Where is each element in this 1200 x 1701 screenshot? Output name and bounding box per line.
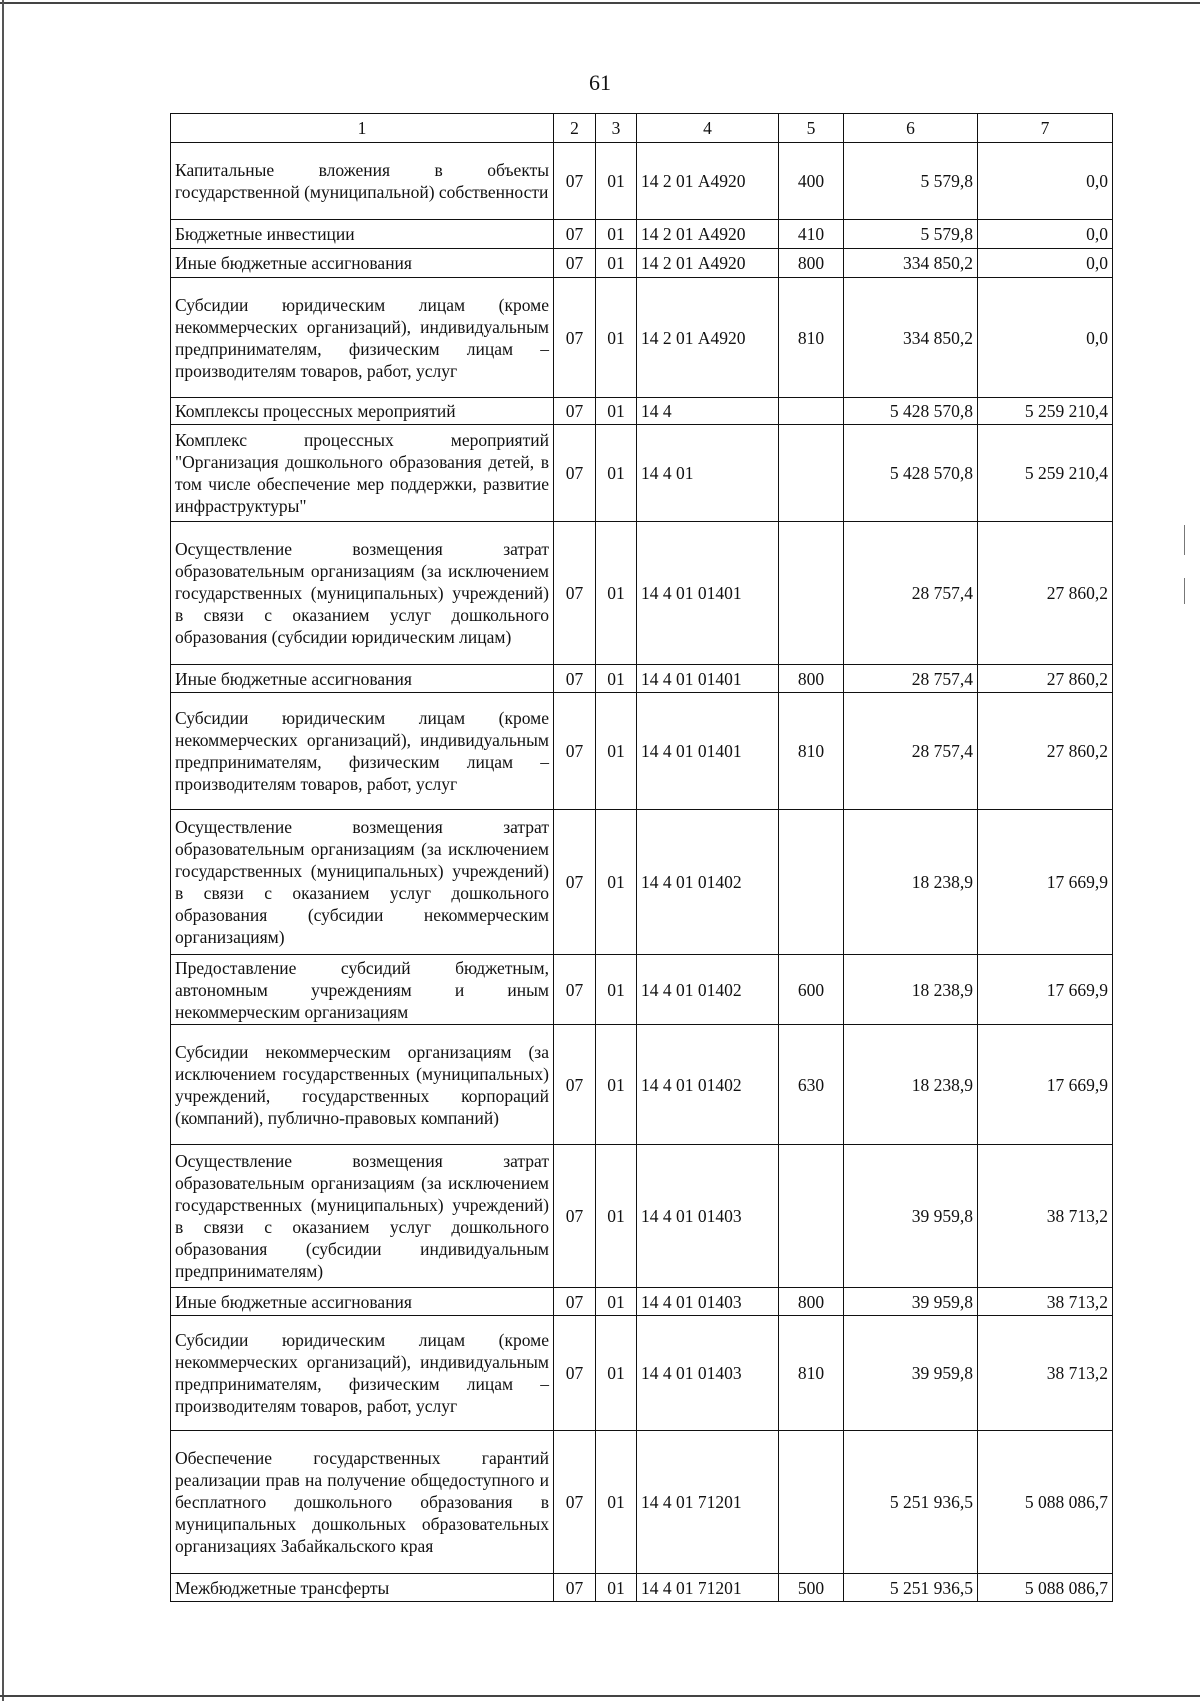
section-code-cell: 07: [554, 1145, 596, 1288]
subsection-code-cell: 01: [596, 425, 637, 522]
row-name-cell: Предоставление субсидий бюджетным, автономным учреждениям и иным некоммерческим организациям: [171, 955, 554, 1025]
subsection-code-cell: 01: [596, 1316, 637, 1431]
scan-border-bottom: [0, 1695, 1200, 1697]
target-article-cell: 14 2 01 А4920: [637, 143, 779, 220]
table-row: [171, 1316, 1113, 1431]
amount-col6-cell: 39 959,8: [844, 1145, 978, 1288]
amount-col7-cell: 17 669,9: [978, 810, 1113, 955]
subsection-code-cell: 01: [596, 249, 637, 278]
table-row: [171, 1025, 1113, 1145]
amount-col7-cell: 5 088 086,7: [978, 1431, 1113, 1574]
expense-type-cell: 800: [779, 249, 844, 278]
table-row: [171, 249, 1113, 278]
column-header: 1: [171, 114, 554, 143]
amount-col6-cell: 5 428 570,8: [844, 398, 978, 425]
amount-col7-cell: 0,0: [978, 249, 1113, 278]
expense-type-cell: 800: [779, 1288, 844, 1316]
amount-col7-cell: 38 713,2: [978, 1316, 1113, 1431]
amount-col6-cell: 5 251 936,5: [844, 1431, 978, 1574]
row-name-cell: Межбюджетные трансферты: [171, 1574, 554, 1602]
table-row: [171, 665, 1113, 693]
target-article-cell: 14 4 01 01402: [637, 955, 779, 1025]
amount-col6-cell: 18 238,9: [844, 1025, 978, 1145]
column-header: 3: [596, 114, 637, 143]
expense-type-cell: [779, 425, 844, 522]
section-code-cell: 07: [554, 1431, 596, 1574]
section-code-cell: 07: [554, 143, 596, 220]
table-row: [171, 278, 1113, 398]
page-number: 61: [589, 70, 611, 95]
expense-type-cell: 810: [779, 278, 844, 398]
target-article-cell: 14 2 01 А4920: [637, 220, 779, 249]
scan-artifact: [1184, 525, 1185, 555]
subsection-code-cell: 01: [596, 522, 637, 665]
table-row: [171, 398, 1113, 425]
amount-col6-cell: 18 238,9: [844, 955, 978, 1025]
amount-col7-cell: 38 713,2: [978, 1288, 1113, 1316]
scan-artifact: [1184, 578, 1185, 604]
amount-col6-cell: 28 757,4: [844, 522, 978, 665]
amount-col7-cell: 27 860,2: [978, 522, 1113, 665]
subsection-code-cell: 01: [596, 143, 637, 220]
table-row: [171, 1574, 1113, 1602]
target-article-cell: 14 4: [637, 398, 779, 425]
scan-border-left: [2, 0, 4, 1701]
row-name-cell: Субсидии юридическим лицам (кроме некоммерческих организаций), индивидуальным предпринимателям, физическим лицам – производителям товаров, работ, услуг: [171, 1316, 554, 1431]
subsection-code-cell: 01: [596, 398, 637, 425]
target-article-cell: 14 4 01 01402: [637, 1025, 779, 1145]
amount-col6-cell: 28 757,4: [844, 693, 978, 810]
amount-col7-cell: 0,0: [978, 220, 1113, 249]
expense-type-cell: 600: [779, 955, 844, 1025]
expense-type-cell: [779, 522, 844, 665]
row-name-cell: Субсидии юридическим лицам (кроме некоммерческих организаций), индивидуальным предпринимателям, физическим лицам – производителям товаров, работ, услуг: [171, 278, 554, 398]
expense-type-cell: 810: [779, 693, 844, 810]
row-name-cell: Иные бюджетные ассигнования: [171, 1288, 554, 1316]
table-body: [171, 143, 1113, 1602]
amount-col7-cell: 38 713,2: [978, 1145, 1113, 1288]
subsection-code-cell: 01: [596, 955, 637, 1025]
subsection-code-cell: 01: [596, 665, 637, 693]
row-name-cell: Комплекс процессных мероприятий "Организация дошкольного образования детей, в том числе обеспечение мер поддержки, развитие инфраструктуры": [171, 425, 554, 522]
row-name-cell: Иные бюджетные ассигнования: [171, 665, 554, 693]
expense-type-cell: 800: [779, 665, 844, 693]
budget-table: [170, 113, 1113, 1602]
amount-col7-cell: 5 088 086,7: [978, 1574, 1113, 1602]
section-code-cell: 07: [554, 425, 596, 522]
target-article-cell: 14 4 01 01403: [637, 1145, 779, 1288]
expense-type-cell: 810: [779, 1316, 844, 1431]
expense-type-cell: [779, 1431, 844, 1574]
subsection-code-cell: 01: [596, 1288, 637, 1316]
expense-type-cell: [779, 810, 844, 955]
column-header: 6: [844, 114, 978, 143]
target-article-cell: 14 4 01 01401: [637, 693, 779, 810]
table-row: [171, 1145, 1113, 1288]
row-name-cell: Иные бюджетные ассигнования: [171, 249, 554, 278]
amount-col6-cell: 334 850,2: [844, 278, 978, 398]
subsection-code-cell: 01: [596, 1025, 637, 1145]
column-header: 7: [978, 114, 1113, 143]
section-code-cell: 07: [554, 522, 596, 665]
target-article-cell: 14 4 01 71201: [637, 1431, 779, 1574]
section-code-cell: 07: [554, 1025, 596, 1145]
amount-col7-cell: 27 860,2: [978, 693, 1113, 810]
subsection-code-cell: 01: [596, 693, 637, 810]
row-name-cell: Субсидии некоммерческим организациям (за исключением государственных (муниципальных) учреждений, государственных корпораций (компаний), публично-правовых компаний): [171, 1025, 554, 1145]
expense-type-cell: 500: [779, 1574, 844, 1602]
subsection-code-cell: 01: [596, 1431, 637, 1574]
amount-col7-cell: 17 669,9: [978, 955, 1113, 1025]
section-code-cell: 07: [554, 693, 596, 810]
section-code-cell: 07: [554, 665, 596, 693]
table-row: [171, 220, 1113, 249]
amount-col6-cell: 18 238,9: [844, 810, 978, 955]
target-article-cell: 14 2 01 А4920: [637, 249, 779, 278]
column-header: 2: [554, 114, 596, 143]
subsection-code-cell: 01: [596, 278, 637, 398]
amount-col6-cell: 5 579,8: [844, 143, 978, 220]
subsection-code-cell: 01: [596, 1145, 637, 1288]
table-row: [171, 693, 1113, 810]
amount-col6-cell: 334 850,2: [844, 249, 978, 278]
target-article-cell: 14 2 01 А4920: [637, 278, 779, 398]
amount-col6-cell: 5 251 936,5: [844, 1574, 978, 1602]
table-header-row: [171, 114, 1113, 143]
row-name-cell: Обеспечение государственных гарантий реализации прав на получение общедоступного и бесплатного дошкольного образования в муниципальных дошкольных образовательных организациях Забайкальского края: [171, 1431, 554, 1574]
section-code-cell: 07: [554, 249, 596, 278]
section-code-cell: 07: [554, 1288, 596, 1316]
target-article-cell: 14 4 01 71201: [637, 1574, 779, 1602]
subsection-code-cell: 01: [596, 1574, 637, 1602]
row-name-cell: Бюджетные инвестиции: [171, 220, 554, 249]
target-article-cell: 14 4 01 01401: [637, 522, 779, 665]
expense-type-cell: [779, 398, 844, 425]
amount-col7-cell: 0,0: [978, 143, 1113, 220]
table-row: [171, 143, 1113, 220]
section-code-cell: 07: [554, 1316, 596, 1431]
amount-col6-cell: 28 757,4: [844, 665, 978, 693]
target-article-cell: 14 4 01 01401: [637, 665, 779, 693]
amount-col6-cell: 39 959,8: [844, 1316, 978, 1431]
section-code-cell: 07: [554, 1574, 596, 1602]
column-header: 4: [637, 114, 779, 143]
scan-border-top: [0, 2, 1200, 4]
amount-col7-cell: 5 259 210,4: [978, 425, 1113, 522]
table-row: [171, 810, 1113, 955]
amount-col7-cell: 17 669,9: [978, 1025, 1113, 1145]
row-name-cell: Комплексы процессных мероприятий: [171, 398, 554, 425]
row-name-cell: Субсидии юридическим лицам (кроме некоммерческих организаций), индивидуальным предпринимателям, физическим лицам – производителям товаров, работ, услуг: [171, 693, 554, 810]
expense-type-cell: 410: [779, 220, 844, 249]
target-article-cell: 14 4 01: [637, 425, 779, 522]
target-article-cell: 14 4 01 01402: [637, 810, 779, 955]
table-row: [171, 1288, 1113, 1316]
section-code-cell: 07: [554, 955, 596, 1025]
amount-col7-cell: 5 259 210,4: [978, 398, 1113, 425]
table-row: [171, 1431, 1113, 1574]
section-code-cell: 07: [554, 220, 596, 249]
amount-col6-cell: 5 428 570,8: [844, 425, 978, 522]
column-header: 5: [779, 114, 844, 143]
row-name-cell: Осуществление возмещения затрат образовательным организациям (за исключением государственных (муниципальных) учреждений) в связи с оказанием услуг дошкольного образования (субсидии индивидуальным предпринимателям): [171, 1145, 554, 1288]
expense-type-cell: [779, 1145, 844, 1288]
expense-type-cell: 400: [779, 143, 844, 220]
row-name-cell: Осуществление возмещения затрат образовательным организациям (за исключением государственных (муниципальных) учреждений) в связи с оказанием услуг дошкольного образования (субсидии некоммерческим организациям): [171, 810, 554, 955]
section-code-cell: 07: [554, 810, 596, 955]
subsection-code-cell: 01: [596, 810, 637, 955]
table-row: [171, 522, 1113, 665]
row-name-cell: Капитальные вложения в объекты государственной (муниципальной) собственности: [171, 143, 554, 220]
subsection-code-cell: 01: [596, 220, 637, 249]
amount-col6-cell: 39 959,8: [844, 1288, 978, 1316]
table-row: [171, 955, 1113, 1025]
amount-col6-cell: 5 579,8: [844, 220, 978, 249]
target-article-cell: 14 4 01 01403: [637, 1316, 779, 1431]
amount-col7-cell: 0,0: [978, 278, 1113, 398]
expense-type-cell: 630: [779, 1025, 844, 1145]
table-row: [171, 425, 1113, 522]
section-code-cell: 07: [554, 398, 596, 425]
target-article-cell: 14 4 01 01403: [637, 1288, 779, 1316]
section-code-cell: 07: [554, 278, 596, 398]
row-name-cell: Осуществление возмещения затрат образовательным организациям (за исключением государственных (муниципальных) учреждений) в связи с оказанием услуг дошкольного образования (субсидии юридическим лицам): [171, 522, 554, 665]
amount-col7-cell: 27 860,2: [978, 665, 1113, 693]
